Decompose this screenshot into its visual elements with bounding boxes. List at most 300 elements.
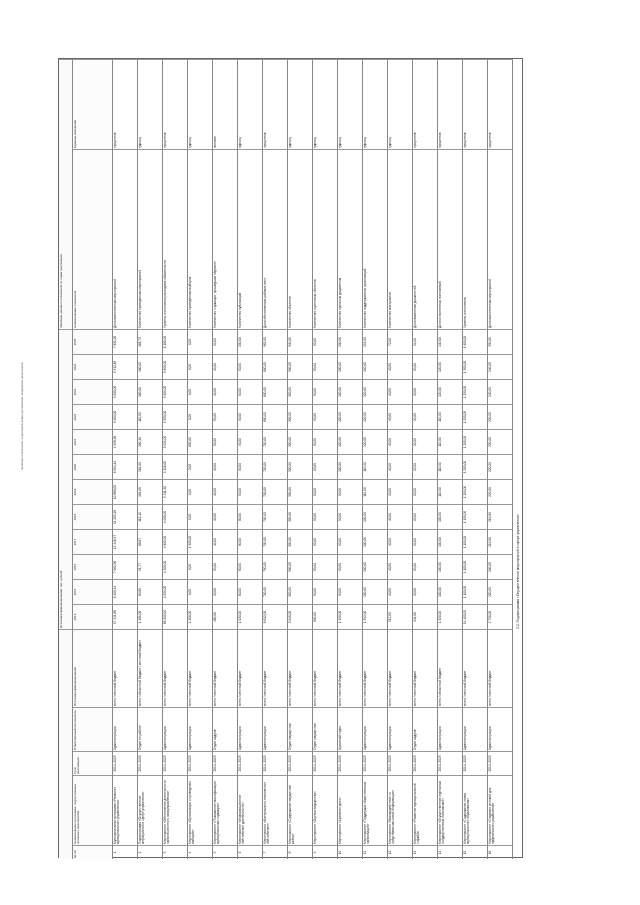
- row-value: 72,00: [388, 329, 412, 354]
- row-value: 300,00: [288, 579, 312, 604]
- row-number: 5: [213, 845, 237, 859]
- table-row: [388, 59, 413, 859]
- row-value: 2 100,00: [188, 604, 212, 629]
- column-header: Срок реализации: [73, 751, 112, 775]
- row-name: Мероприятие «Осуществление отдельных государственных полномочий»: [438, 775, 462, 845]
- row-value: 50,00: [313, 429, 337, 454]
- row-value: 800,00: [263, 354, 287, 379]
- row-value: 200,00: [338, 329, 362, 354]
- row-value: 0,00: [188, 454, 212, 479]
- row-period: 2014–2025: [238, 751, 262, 775]
- row-source: всего / местный бюджет: [113, 629, 137, 707]
- row-value: 800,00: [263, 379, 287, 404]
- row-indicator: Количество публикаций: [238, 149, 262, 329]
- row-name: Мероприятие «Обеспечение деятельности органов местного самоуправления»: [163, 775, 187, 845]
- row-value: 100,00: [363, 504, 387, 529]
- row-value: 700,00: [263, 579, 287, 604]
- row-unit: единиц: [363, 59, 387, 149]
- row-source: всего / местный бюджет: [488, 629, 512, 707]
- table-row: [238, 59, 263, 859]
- row-indicator: Уровень исполнения: [463, 149, 487, 329]
- row-indicator: Количество принятых документов: [338, 149, 362, 329]
- row-unit: процентов: [463, 59, 487, 149]
- row-value: 5 021,00: [163, 429, 187, 454]
- row-value: 40,00: [388, 379, 412, 404]
- row-indicator: Количество объектов: [288, 149, 312, 329]
- row-value: 14 400,00: [463, 604, 487, 629]
- row-value: 244,00: [413, 604, 437, 629]
- row-number: 12: [388, 845, 412, 859]
- row-number: 15: [463, 845, 487, 859]
- row-value: 1 200,00: [463, 429, 487, 454]
- row-name: Мероприятие «Повышение квалификации муниципальных служащих»: [213, 775, 237, 845]
- row-value: 300,00: [288, 454, 312, 479]
- row-number: 8: [288, 845, 312, 859]
- row-value: 8 812,00: [263, 604, 287, 629]
- year-header: 2024: [73, 354, 112, 379]
- row-period: 2014–2025: [263, 751, 287, 775]
- row-value: 40,00: [388, 554, 412, 579]
- row-value: 140,00: [438, 329, 462, 354]
- row-value: 600,00: [313, 604, 337, 629]
- row-value: 192,00: [363, 329, 387, 354]
- row-value: 40,00: [388, 429, 412, 454]
- row-value: 90,00: [238, 454, 262, 479]
- row-source: всего / местный бюджет: [238, 629, 262, 707]
- row-value: 11 203,18: [113, 504, 137, 529]
- row-value: 1 100,00: [463, 529, 487, 554]
- row-executor: Отдел имущества: [288, 707, 312, 751]
- row-value: 110,00: [438, 479, 462, 504]
- row-value: 7 831,26: [113, 329, 137, 354]
- row-value: 800,00: [263, 404, 287, 429]
- row-executor: Администрация: [363, 707, 387, 751]
- row-number: 10: [338, 845, 362, 859]
- row-name: Муниципальная программа «Развитие муниципального управления»: [113, 775, 137, 845]
- table-row: [488, 59, 513, 859]
- row-name: Мероприятие «Создание условий для эффективного управления»: [488, 775, 512, 845]
- row-indicator: Доля выполненных мероприятий: [488, 149, 512, 329]
- row-value: 210,00: [488, 504, 512, 529]
- row-indicator: Доля выполненных мероприятий: [113, 149, 137, 329]
- row-value: 700,00: [263, 479, 287, 504]
- row-source: всего / местный бюджет: [388, 629, 412, 707]
- row-value: 120,00: [363, 354, 387, 379]
- row-source: всего / местный бюджет: [163, 629, 187, 707]
- row-value: 7 062,56: [113, 554, 137, 579]
- row-value: 700,00: [263, 529, 287, 554]
- row-value: 20,00: [413, 579, 437, 604]
- row-value: 962,00: [263, 329, 287, 354]
- row-value: 40,00: [388, 354, 412, 379]
- row-period: 2014–2025: [288, 751, 312, 775]
- row-unit: процентов: [113, 59, 137, 149]
- row-number: 16: [488, 845, 512, 859]
- row-value: 90,00: [213, 329, 237, 354]
- row-number: 13: [413, 845, 437, 859]
- row-name: Мероприятие «Содержание имущества казны»: [288, 775, 312, 845]
- row-source: всего / местный бюджет: [313, 629, 337, 707]
- row-name: Подпрограмма «Осуществление мероприятий в сфере управления»: [138, 775, 162, 845]
- table-row: [413, 59, 438, 859]
- row-value: 100,00: [363, 579, 387, 604]
- row-value: 220,00: [488, 479, 512, 504]
- year-header: 2016: [73, 554, 112, 579]
- row-source: всего / местный бюджет: [363, 629, 387, 707]
- row-period: 2014–2025: [138, 751, 162, 775]
- row-value: 40,00: [213, 529, 237, 554]
- row-source: всего / местный бюджет: [288, 629, 312, 707]
- row-value: 750,00: [263, 554, 287, 579]
- row-source: всего / местный бюджет: [188, 629, 212, 707]
- year-header: 2020: [73, 454, 112, 479]
- page-title: Целевые показатели, характеризующие достижение ожидаемых результатов: [20, 362, 24, 470]
- row-value: 50,00: [313, 329, 337, 354]
- row-number: 9: [313, 845, 337, 859]
- year-header: 2021: [73, 429, 112, 454]
- row-period: 2014–2025: [438, 751, 462, 775]
- row-value: 5 116,00: [163, 454, 187, 479]
- row-value: 0,00: [188, 504, 212, 529]
- row-value: 300,00: [288, 554, 312, 579]
- row-value: 300,00: [288, 529, 312, 554]
- row-value: 90,00: [338, 479, 362, 504]
- row-value: 40,00: [213, 479, 237, 504]
- row-unit: процентов: [263, 59, 287, 149]
- row-value: 20,00: [413, 454, 437, 479]
- row-executor: Администрация: [488, 707, 512, 751]
- row-indicator: Уровень исполнения расходных обязательств: [163, 149, 187, 329]
- row-value: 90,00: [338, 554, 362, 579]
- row-value: 0,00: [188, 479, 212, 504]
- row-value: 2 730,00: [488, 604, 512, 629]
- row-value: 1 200,00: [463, 454, 487, 479]
- row-name: Мероприятие «Содержание главы муниципального образования»: [463, 775, 487, 845]
- row-value: 110,00: [438, 454, 462, 479]
- row-value: 40,00: [388, 404, 412, 429]
- row-executor: Отдел кадров: [213, 707, 237, 751]
- row-value: 220,00: [488, 454, 512, 479]
- row-value: 240,00: [488, 354, 512, 379]
- row-value: 40,00: [388, 454, 412, 479]
- row-value: 6 900,44: [113, 579, 137, 604]
- row-value: 110,00: [438, 429, 462, 454]
- year-header: 2017: [73, 529, 112, 554]
- row-value: 1 150,00: [463, 479, 487, 504]
- row-value: 100,00: [338, 454, 362, 479]
- row-value: 700,00: [263, 429, 287, 454]
- row-name: Мероприятие «Материально-техническое обеспечение»: [263, 775, 287, 845]
- row-source: всего / областной бюджет / местный бюджет: [138, 629, 162, 707]
- row-value: 4 200,00: [163, 554, 187, 579]
- row-indicator: Количество проведенных мероприятий: [138, 149, 162, 329]
- table-row: [113, 59, 138, 859]
- row-name: Мероприятие «Архивное дело»: [338, 775, 362, 845]
- row-executor: Администрация: [163, 707, 187, 751]
- row-value: 100,00: [438, 504, 462, 529]
- row-executor: Отдел имущества: [313, 707, 337, 751]
- row-value: 700,00: [263, 454, 287, 479]
- row-value: 4 000,00: [163, 504, 187, 529]
- column-header: Ответственный исполнитель: [73, 707, 112, 751]
- row-period: 2014–2025: [313, 751, 337, 775]
- table-row: [163, 59, 188, 859]
- row-value: 300,00: [288, 429, 312, 454]
- column-header: Наименование программы, подпрограммы, основного мероприятия: [73, 775, 112, 845]
- row-indicator: Количество проведенных выборов: [188, 149, 212, 329]
- row-executor: Администрация: [463, 707, 487, 751]
- row-value: 6 004,14: [113, 454, 137, 479]
- table-row: [288, 59, 313, 859]
- row-value: 100,00: [438, 554, 462, 579]
- table-row: [438, 59, 463, 859]
- row-value: 50,00: [313, 454, 337, 479]
- row-value: 66 000,00: [163, 604, 187, 629]
- row-source: всего / местный бюджет: [263, 629, 287, 707]
- row-unit: процентов: [488, 59, 512, 149]
- row-value: 20,00: [413, 429, 437, 454]
- row-value: 164,00: [138, 454, 162, 479]
- row-value: 100,00: [338, 379, 362, 404]
- row-value: 60,00: [238, 554, 262, 579]
- row-period: 2014–2025: [488, 751, 512, 775]
- row-value: 80,00: [238, 504, 262, 529]
- row-value: 90,00: [238, 379, 262, 404]
- rotated-table: [59, 59, 524, 859]
- row-value: 480,00: [213, 604, 237, 629]
- row-value: 90,00: [338, 504, 362, 529]
- row-value: 90,00: [338, 579, 362, 604]
- row-unit: процентов: [438, 59, 462, 149]
- row-value: 230,00: [488, 429, 512, 454]
- row-value: 164,00: [138, 479, 162, 504]
- row-number: 4: [188, 845, 212, 859]
- row-value: 6 180,00: [163, 329, 187, 354]
- row-value: 240,00: [488, 379, 512, 404]
- row-value: 50,00: [313, 479, 337, 504]
- row-value: 200,00: [488, 554, 512, 579]
- row-value: 600,00: [188, 429, 212, 454]
- row-name: Мероприятие «Поддержка общественных организаций»: [363, 775, 387, 845]
- row-value: 91,77: [138, 554, 162, 579]
- row-period: 2014–2025: [188, 751, 212, 775]
- row-value: 120,00: [363, 404, 387, 429]
- row-unit: единиц: [313, 59, 337, 149]
- row-number: 1: [113, 845, 137, 859]
- row-period: 2014–2025: [388, 751, 412, 775]
- year-header: 2014: [73, 604, 112, 629]
- row-value: 1 100,00: [463, 554, 487, 579]
- row-value: 1 481,06: [138, 604, 162, 629]
- column-header: Единица измерения: [73, 59, 112, 149]
- table-header-top: [59, 59, 73, 859]
- row-unit: единиц: [288, 59, 312, 149]
- row-indicator: Количество служащих, прошедших обучение: [213, 149, 237, 329]
- row-value: 512,00: [388, 604, 412, 629]
- row-value: 40,00: [213, 354, 237, 379]
- row-value: 10 880,00: [113, 479, 137, 504]
- row-value: 230,00: [488, 404, 512, 429]
- row-value: 1 250,00: [463, 404, 487, 429]
- row-name: Мероприятие «Развитие муниципальной службы»: [413, 775, 437, 845]
- row-value: 20,00: [413, 379, 437, 404]
- row-period: 2014–2025: [113, 751, 137, 775]
- row-value: 1 150,00: [463, 504, 487, 529]
- finance-group-header: Источники финансирования, тыс. рублей: [59, 329, 72, 629]
- row-value: 4 998,96: [113, 429, 137, 454]
- row-source: всего / областной бюджет: [438, 629, 462, 707]
- row-value: 20,00: [413, 479, 437, 504]
- row-value: 97 241,86: [113, 604, 137, 629]
- row-value: 3 640,00: [288, 604, 312, 629]
- year-header: 2018: [73, 504, 112, 529]
- row-value: 0,00: [188, 404, 212, 429]
- row-source: всего / местный бюджет: [338, 629, 362, 707]
- row-value: 1 600,00: [463, 329, 487, 354]
- row-value: 300,00: [288, 404, 312, 429]
- row-unit: единиц: [388, 59, 412, 149]
- row-value: 1 500,00: [188, 529, 212, 554]
- row-value: 700,00: [263, 504, 287, 529]
- row-value: 9 000,00: [113, 379, 137, 404]
- row-value: 5 600,00: [163, 379, 187, 404]
- row-source: всего / местный бюджет: [413, 629, 437, 707]
- row-unit: единиц: [138, 59, 162, 149]
- row-unit: процентов: [163, 59, 187, 149]
- row-value: 90,00: [338, 529, 362, 554]
- row-value: 24,00: [413, 329, 437, 354]
- row-number: 14: [438, 845, 462, 859]
- year-header: 2015: [73, 579, 112, 604]
- row-value: 0,00: [188, 354, 212, 379]
- row-value: 40,00: [213, 454, 237, 479]
- row-value: 4 000,00: [163, 579, 187, 604]
- table-row: [213, 59, 238, 859]
- row-value: 100,00: [438, 529, 462, 554]
- row-value: 50,00: [213, 429, 237, 454]
- row-period: 2014–2025: [363, 751, 387, 775]
- row-value: 90,00: [238, 404, 262, 429]
- row-value: 60,00: [238, 579, 262, 604]
- row-value: 50,00: [313, 504, 337, 529]
- row-executor: Отдел по работе: [138, 707, 162, 751]
- row-value: 1 020,00: [238, 604, 262, 629]
- row-value: 100,00: [363, 529, 387, 554]
- table-row: [313, 59, 338, 859]
- row-unit: единиц: [238, 59, 262, 149]
- row-value: 4 800,00: [163, 529, 187, 554]
- row-indicator: Количество материалов: [388, 149, 412, 329]
- row-value: 300,00: [288, 504, 312, 529]
- row-value: 0,00: [188, 554, 212, 579]
- row-executor: Администрация: [388, 707, 412, 751]
- row-number: 11: [363, 845, 387, 859]
- row-value: 50,00: [313, 529, 337, 554]
- row-executor: Отдел кадров: [413, 707, 437, 751]
- row-value: 12 448,47: [113, 529, 137, 554]
- row-value: 20,00: [413, 404, 437, 429]
- row-value: 83,80: [138, 579, 162, 604]
- row-value: 40,00: [213, 504, 237, 529]
- row-indicator: Доля вакантных должностей: [413, 149, 437, 329]
- row-value: 50,00: [313, 579, 337, 604]
- row-value: 1 150,00: [338, 604, 362, 629]
- row-value: 300,00: [288, 479, 312, 504]
- column-header: № п/п: [73, 845, 112, 859]
- year-header: 2019: [73, 479, 112, 504]
- row-value: 90,00: [238, 354, 262, 379]
- row-value: 166,73: [138, 329, 162, 354]
- row-value: 180,10: [138, 429, 162, 454]
- row-value: 88,67: [138, 529, 162, 554]
- row-value: 110,00: [363, 454, 387, 479]
- row-number: 7: [263, 845, 287, 859]
- row-executor: Администрация: [188, 707, 212, 751]
- row-value: 50,00: [313, 554, 337, 579]
- row-value: 1 320,00: [438, 604, 462, 629]
- row-value: 50,00: [313, 354, 337, 379]
- row-unit: единиц: [188, 59, 212, 149]
- table-row: [363, 59, 388, 859]
- row-value: 160,00: [138, 379, 162, 404]
- row-indicator: Количество оцененных объектов: [313, 149, 337, 329]
- year-header: 2022: [73, 404, 112, 429]
- row-value: 120,00: [363, 429, 387, 454]
- row-value: 20,00: [413, 554, 437, 579]
- row-value: 100,00: [363, 554, 387, 579]
- header-left-blank: [59, 629, 72, 859]
- row-source: всего / местный бюджет: [463, 629, 487, 707]
- row-value: 110,00: [138, 404, 162, 429]
- row-unit: процентов: [413, 59, 437, 149]
- row-value: 210,00: [488, 529, 512, 554]
- row-value: 90,00: [238, 429, 262, 454]
- row-value: 0,00: [188, 379, 212, 404]
- row-value: 1 300,00: [463, 354, 487, 379]
- row-source: всего / местный бюджет: [213, 629, 237, 707]
- document-page: [58, 58, 523, 858]
- row-indicator: Доля исполненных полномочий: [438, 149, 462, 329]
- section-note: 3.2. Подпрограмма «Осуществление мероприятий в сфере управления»: [516, 514, 520, 629]
- row-executor: Администрация: [238, 707, 262, 751]
- row-executor: Администрация: [438, 707, 462, 751]
- row-value: 1 392,00: [363, 604, 387, 629]
- table-header-columns: [73, 59, 113, 859]
- row-value: 100,00: [338, 404, 362, 429]
- table-row: [138, 59, 163, 859]
- row-value: 80,00: [238, 529, 262, 554]
- row-value: 0,00: [188, 329, 212, 354]
- row-value: 300,00: [288, 354, 312, 379]
- row-value: 330,00: [488, 329, 512, 354]
- row-value: 40,00: [388, 504, 412, 529]
- row-period: 2014–2025: [463, 751, 487, 775]
- row-value: 112,10: [138, 504, 162, 529]
- row-value: 90,00: [238, 479, 262, 504]
- row-value: 40,00: [388, 529, 412, 554]
- row-value: 5 500,00: [163, 404, 187, 429]
- column-header: Источники финансирования: [73, 629, 112, 707]
- row-value: 120,00: [438, 379, 462, 404]
- indicator-group-header: Значение целевого показателя по годам реализации: [59, 59, 72, 329]
- row-name: Мероприятие «Организация и проведение выборов»: [188, 775, 212, 845]
- row-value: 200,00: [488, 579, 512, 604]
- year-header: 2025: [73, 329, 112, 354]
- row-value: 340,00: [288, 329, 312, 354]
- row-value: 40,00: [388, 479, 412, 504]
- row-value: 110,00: [363, 479, 387, 504]
- row-value: 30,00: [213, 554, 237, 579]
